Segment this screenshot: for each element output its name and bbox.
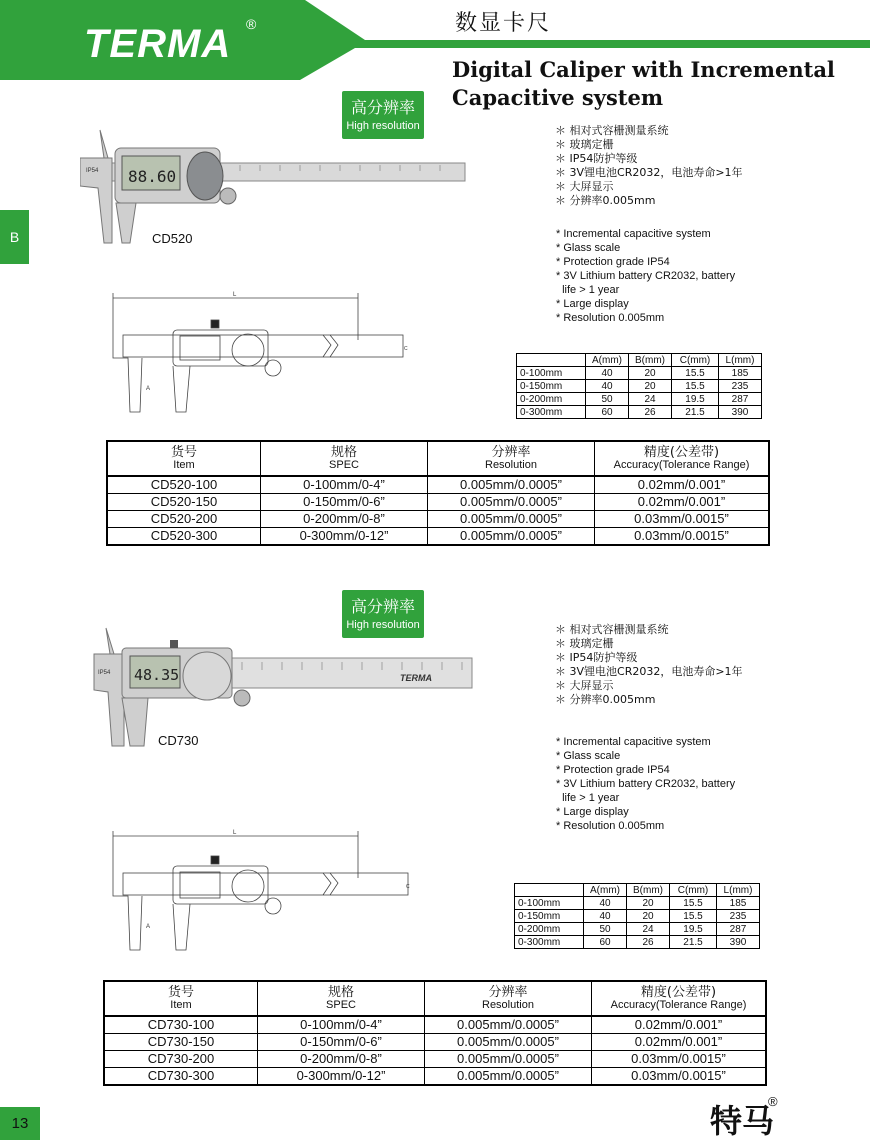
feature-en: * Glass scale (556, 242, 621, 254)
table-cell: 20 (629, 367, 672, 380)
table-cell: 0.005mm/0.0005” (428, 494, 595, 511)
table-header-cell: 精度(公差带) Accuracy(Tolerance Range) (595, 441, 770, 476)
table-cell: 0.005mm/0.0005” (425, 1051, 592, 1068)
table-cell: CD520-150 (107, 494, 261, 511)
table-row (515, 923, 760, 936)
brand-registered-mark: ® (768, 1094, 778, 1109)
feature-en: * Incremental capacitive system (556, 736, 711, 748)
table-cell: 0.02mm/0.001” (595, 494, 770, 511)
feature-cn: ＊ 分辨率0.005mm (555, 693, 656, 706)
table-cell: 0-200mm (515, 923, 584, 936)
dimension-table (514, 883, 760, 949)
table-cell: 60 (586, 406, 629, 419)
table-cell: 235 (719, 380, 762, 393)
feature-en: * Protection grade IP54 (556, 764, 670, 776)
page-title-en (452, 56, 835, 112)
table-row (107, 494, 769, 511)
features-cn (555, 623, 743, 707)
feature-cn: ＊ 3V锂电池CR2032，电池寿命>1年 (555, 166, 743, 179)
table-row (517, 380, 762, 393)
caliper-photo-cd520 (80, 128, 470, 248)
feature-en: * Resolution 0.005mm (556, 820, 665, 832)
table-cell: CD520-200 (107, 511, 261, 528)
table-cell: 390 (717, 936, 760, 949)
table-cell: 40 (586, 367, 629, 380)
feature-en: * 3V Lithium battery CR2032, battery (556, 270, 736, 282)
table-cell: 0.03mm/0.0015” (592, 1068, 767, 1086)
svg-text:IP54: IP54 (86, 168, 99, 174)
table-header-cell: 规格 SPEC (261, 441, 428, 476)
table-cell: 235 (717, 910, 760, 923)
table-header-row (517, 354, 762, 367)
badge-en: High resolution (346, 120, 420, 132)
svg-text:L: L (233, 830, 237, 836)
table-cell: 0.005mm/0.0005” (425, 1068, 592, 1086)
badge-cn: 高分辨率 (350, 98, 415, 117)
feature-cn: ＊ 分辨率0.005mm (555, 194, 656, 207)
feature-en: * 3V Lithium battery CR2032, battery (556, 778, 736, 790)
table-header-cell: A(mm) (586, 354, 629, 367)
table-cell: 50 (584, 923, 627, 936)
dimension-table (516, 353, 762, 419)
display-readout: 88.60 (128, 167, 177, 186)
table-cell: 19.5 (670, 923, 717, 936)
logo-text: TERMA (84, 22, 232, 66)
badge-cn: 高分辨率 (350, 597, 415, 616)
caliper-logo-text: TERMA (400, 673, 432, 683)
table-cell: 21.5 (672, 406, 719, 419)
caliper-drawing-cd520 (108, 290, 408, 420)
table-header-cell: 分辨率 Resolution (425, 981, 592, 1016)
feature-cn: ＊ 大屏显示 (555, 679, 614, 692)
svg-text:A: A (146, 924, 151, 930)
table-cell: 185 (717, 897, 760, 910)
table-cell: 0.02mm/0.001” (592, 1034, 767, 1051)
table-header-cell: C(mm) (672, 354, 719, 367)
table-cell: 21.5 (670, 936, 717, 949)
table-cell: 15.5 (672, 380, 719, 393)
table-cell: 0-300mm/0-12” (261, 528, 428, 546)
table-header-cell: 规格 SPEC (258, 981, 425, 1016)
caliper-photo-cd730 (92, 626, 492, 751)
model-label: CD520 (152, 231, 193, 246)
table-cell: 0-100mm/0-4” (261, 476, 428, 494)
table-row (515, 910, 760, 923)
table-cell: 287 (719, 393, 762, 406)
spec-table (106, 440, 770, 546)
table-cell: 0.005mm/0.0005” (425, 1016, 592, 1034)
table-cell: 0.005mm/0.0005” (428, 511, 595, 528)
table-cell: 20 (627, 910, 670, 923)
table-cell: 0.03mm/0.0015” (592, 1051, 767, 1068)
spec-table (103, 980, 767, 1086)
table-cell: 0-200mm/0-8” (261, 511, 428, 528)
table-cell: 390 (719, 406, 762, 419)
table-cell: 40 (586, 380, 629, 393)
table-header-row (515, 884, 760, 897)
table-cell: 0-300mm (515, 936, 584, 949)
page-title-en-line1: Digital Caliper with Incremental (452, 57, 835, 82)
feature-cn: ＊ 相对式容栅测量系统 (555, 124, 669, 137)
table-header-row (107, 441, 769, 476)
table-cell: 40 (584, 910, 627, 923)
caliper-drawing-cd730 (108, 828, 413, 958)
brand-name-cn: 特马 (709, 1102, 774, 1140)
table-cell: 0.005mm/0.0005” (428, 476, 595, 494)
table-cell: CD730-300 (104, 1068, 258, 1086)
table-row (517, 406, 762, 419)
table-cell: 0-100mm/0-4” (258, 1016, 425, 1034)
feature-en: life > 1 year (556, 792, 620, 804)
svg-text:IP54: IP54 (98, 670, 111, 676)
feature-en: * Protection grade IP54 (556, 256, 670, 268)
table-cell: CD730-200 (104, 1051, 258, 1068)
table-row (104, 1016, 766, 1034)
table-row (515, 897, 760, 910)
feature-cn: ＊ IP54防护等级 (555, 651, 638, 664)
table-row (107, 528, 769, 546)
table-row (515, 936, 760, 949)
svg-text:L: L (233, 292, 237, 298)
feature-en: * Resolution 0.005mm (556, 312, 665, 324)
table-cell: CD520-300 (107, 528, 261, 546)
feature-cn: ＊ IP54防护等级 (555, 152, 638, 165)
table-cell: 50 (586, 393, 629, 406)
table-cell: 15.5 (672, 367, 719, 380)
table-row (107, 511, 769, 528)
table-cell: 24 (629, 393, 672, 406)
table-header-cell: C(mm) (670, 884, 717, 897)
section-tab: B (0, 210, 29, 264)
table-header-cell: B(mm) (629, 354, 672, 367)
table-cell: 19.5 (672, 393, 719, 406)
table-header-cell: 精度(公差带) Accuracy(Tolerance Range) (592, 981, 767, 1016)
feature-cn: ＊ 玻璃定栅 (555, 138, 614, 151)
svg-text:C: C (404, 346, 408, 352)
table-header-cell (515, 884, 584, 897)
table-cell: 15.5 (670, 897, 717, 910)
table-cell: 15.5 (670, 910, 717, 923)
table-cell: 0-100mm (515, 897, 584, 910)
feature-en: life > 1 year (556, 284, 620, 296)
table-cell: 0-300mm/0-12” (258, 1068, 425, 1086)
table-cell: 26 (629, 406, 672, 419)
logo-registered-mark: ® (246, 16, 257, 32)
feature-cn: ＊ 3V锂电池CR2032，电池寿命>1年 (555, 665, 743, 678)
feature-en: * Large display (556, 298, 629, 310)
table-header-cell (517, 354, 586, 367)
table-cell: CD730-100 (104, 1016, 258, 1034)
table-header-cell: L(mm) (719, 354, 762, 367)
table-cell: 0.03mm/0.0015” (595, 528, 770, 546)
svg-text:A: A (146, 386, 151, 392)
table-row (104, 1051, 766, 1068)
table-cell: 0-150mm/0-6” (261, 494, 428, 511)
table-cell: 0-200mm/0-8” (258, 1051, 425, 1068)
page-title-cn: 数显卡尺 (455, 11, 552, 36)
table-cell: CD730-150 (104, 1034, 258, 1051)
table-cell: 0-150mm (515, 910, 584, 923)
table-cell: CD520-100 (107, 476, 261, 494)
feature-cn: ＊ 玻璃定栅 (555, 637, 614, 650)
table-header-cell: 货号 Item (107, 441, 261, 476)
feature-cn: ＊ 相对式容栅测量系统 (555, 623, 669, 636)
feature-cn: ＊ 大屏显示 (555, 180, 614, 193)
table-header-cell: A(mm) (584, 884, 627, 897)
table-cell: 26 (627, 936, 670, 949)
table-cell: 60 (584, 936, 627, 949)
table-cell: 0.03mm/0.0015” (595, 511, 770, 528)
table-cell: 0.02mm/0.001” (595, 476, 770, 494)
table-cell: 0.005mm/0.0005” (425, 1034, 592, 1051)
feature-en: * Glass scale (556, 750, 621, 762)
table-header-cell: 分辨率 Resolution (428, 441, 595, 476)
feature-en: * Large display (556, 806, 629, 818)
table-cell: 0-200mm (517, 393, 586, 406)
table-row (104, 1034, 766, 1051)
table-row (104, 1068, 766, 1086)
table-header-cell: 货号 Item (104, 981, 258, 1016)
table-row (517, 367, 762, 380)
table-row (517, 393, 762, 406)
table-cell: 0.005mm/0.0005” (428, 528, 595, 546)
terma-logo (84, 16, 257, 67)
table-cell: 0.02mm/0.001” (592, 1016, 767, 1034)
features-en (556, 227, 735, 325)
table-cell: 0-150mm/0-6” (258, 1034, 425, 1051)
table-cell: 0-100mm (517, 367, 586, 380)
table-cell: 40 (584, 897, 627, 910)
table-cell: 20 (627, 897, 670, 910)
table-cell: 0-150mm (517, 380, 586, 393)
table-row (107, 476, 769, 494)
svg-text:C: C (406, 884, 410, 890)
features-en (556, 735, 735, 833)
page-title-en-line2: Capacitive system (452, 85, 664, 110)
table-header-cell: B(mm) (627, 884, 670, 897)
table-cell: 20 (629, 380, 672, 393)
feature-en: * Incremental capacitive system (556, 228, 711, 240)
table-cell: 0-300mm (517, 406, 586, 419)
display-readout: 48.35 (134, 666, 180, 684)
features-cn (555, 124, 743, 208)
page-number: 13 (0, 1107, 40, 1140)
model-label: CD730 (158, 733, 199, 748)
table-cell: 287 (717, 923, 760, 936)
table-header-cell: L(mm) (717, 884, 760, 897)
table-header-row (104, 981, 766, 1016)
badge-en: High resolution (346, 619, 420, 631)
table-cell: 24 (627, 923, 670, 936)
table-cell: 185 (719, 367, 762, 380)
